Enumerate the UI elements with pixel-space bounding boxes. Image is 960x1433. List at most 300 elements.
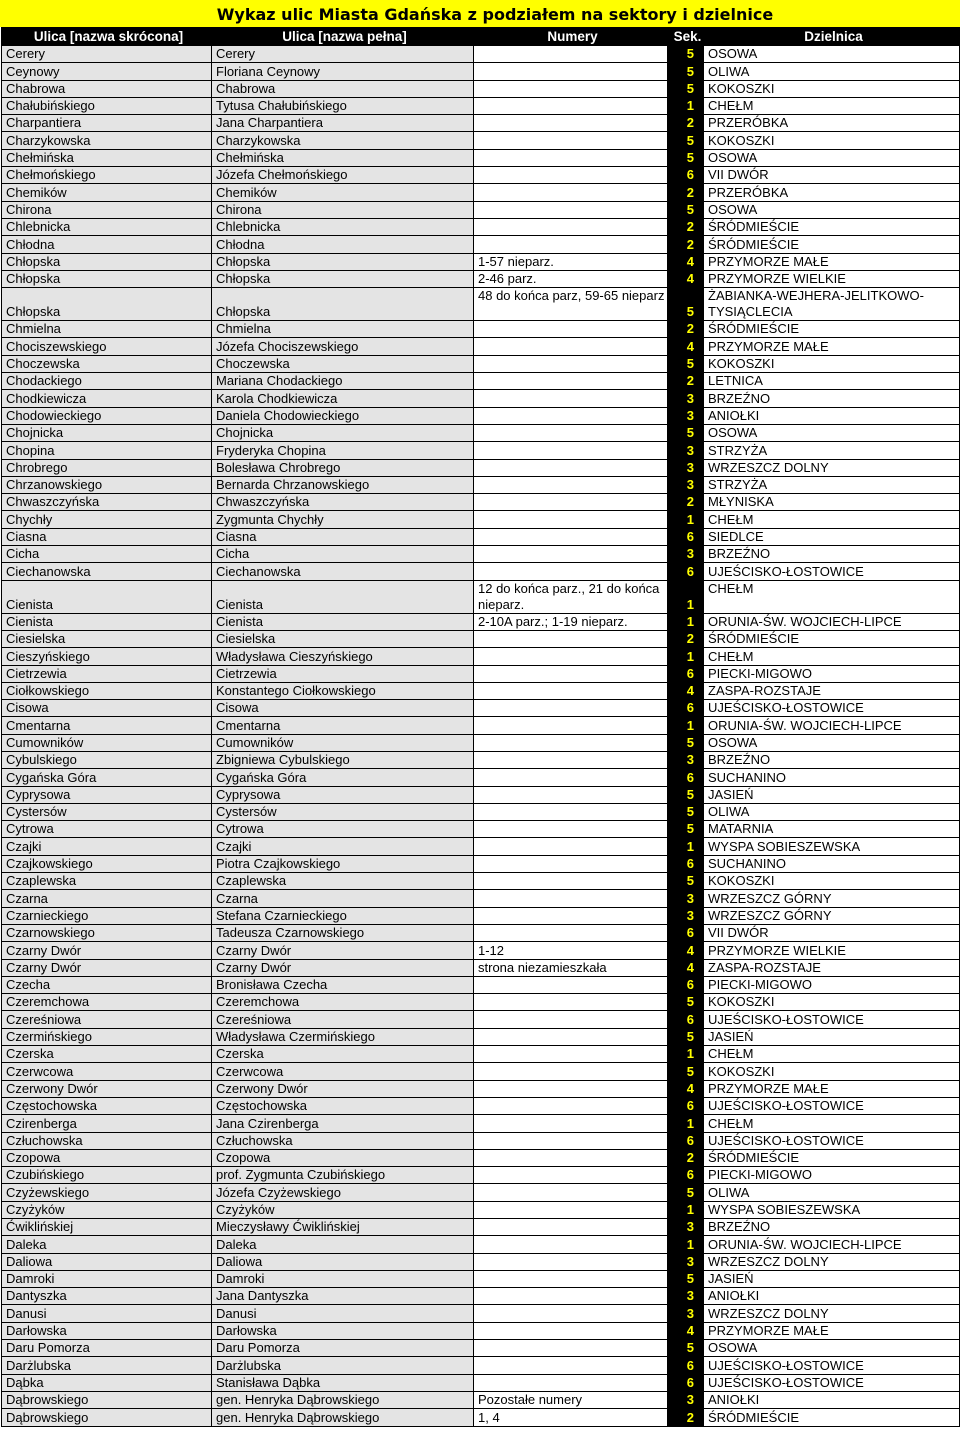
street-short-name: Ciasna [2, 528, 212, 545]
street-full-name: Cisowa [212, 700, 474, 717]
district-name: STRZYŻA [704, 442, 960, 459]
street-short-name: Chopina [2, 442, 212, 459]
sector-number: 3 [668, 407, 704, 424]
district-name: OSOWA [704, 1340, 960, 1357]
street-full-name: Chwaszczyńska [212, 494, 474, 511]
table-row [2, 1149, 960, 1166]
street-numbers: 2-10A parz.; 1-19 nieparz. [474, 613, 668, 630]
street-numbers [474, 236, 668, 253]
street-numbers [474, 665, 668, 682]
street-full-name: Mariana Chodackiego [212, 373, 474, 390]
street-full-name: Czajki [212, 838, 474, 855]
street-numbers [474, 218, 668, 235]
street-short-name: Czyżewskiego [2, 1184, 212, 1201]
street-short-name: Czarny Dwór [2, 942, 212, 959]
sector-number: 5 [668, 803, 704, 820]
street-full-name: Chirona [212, 201, 474, 218]
district-name: UJEŚCISKO-ŁOSTOWICE [704, 700, 960, 717]
sector-number: 5 [668, 821, 704, 838]
street-numbers [474, 1305, 668, 1322]
district-name: CHEŁM [704, 648, 960, 665]
street-short-name: Dąbrowskiego [2, 1391, 212, 1408]
table-row [2, 907, 960, 924]
street-short-name: Chodkiewicza [2, 390, 212, 407]
table-row [2, 855, 960, 872]
district-name: KOKOSZKI [704, 873, 960, 890]
street-short-name: Czyżyków [2, 1201, 212, 1218]
street-numbers [474, 700, 668, 717]
sector-number: 3 [668, 476, 704, 493]
street-numbers [474, 924, 668, 941]
street-full-name: Floriana Ceynowy [212, 63, 474, 80]
district-name: ŚRÓDMIEŚCIE [704, 218, 960, 235]
district-name: MATARNIA [704, 821, 960, 838]
street-full-name: Cicha [212, 546, 474, 563]
district-name: VII DWÓR [704, 924, 960, 941]
street-short-name: Chodackiego [2, 373, 212, 390]
sector-number: 3 [668, 1219, 704, 1236]
sector-number: 5 [668, 1063, 704, 1080]
table-row [2, 1253, 960, 1270]
table-row [2, 873, 960, 890]
table-row [2, 546, 960, 563]
street-short-name: Chwaszczyńska [2, 494, 212, 511]
street-short-name: Czirenberga [2, 1115, 212, 1132]
sector-number: 5 [668, 1340, 704, 1357]
table-row [2, 511, 960, 528]
sector-number: 3 [668, 459, 704, 476]
sector-number: 6 [668, 976, 704, 993]
street-numbers [474, 46, 668, 63]
table-row [2, 1305, 960, 1322]
table-row [2, 270, 960, 287]
street-full-name: Józefa Chociszewskiego [212, 338, 474, 355]
street-numbers: Pozostałe numery [474, 1391, 668, 1408]
district-name: CHEŁM [704, 1046, 960, 1063]
street-short-name: Chlebnicka [2, 218, 212, 235]
table-row [2, 838, 960, 855]
sector-number: 3 [668, 890, 704, 907]
street-numbers [474, 1149, 668, 1166]
street-short-name: Czopowa [2, 1149, 212, 1166]
district-name: WYSPA SOBIESZEWSKA [704, 1201, 960, 1218]
sector-number: 3 [668, 1253, 704, 1270]
district-name: OSOWA [704, 46, 960, 63]
district-name: CHEŁM [704, 1115, 960, 1132]
table-row [2, 80, 960, 97]
district-name: ZASPA-ROZSTAJE [704, 959, 960, 976]
street-short-name: Czaplewska [2, 873, 212, 890]
sector-number: 6 [668, 1097, 704, 1114]
district-name: OLIWA [704, 63, 960, 80]
street-numbers [474, 338, 668, 355]
street-full-name: Daliowa [212, 1253, 474, 1270]
district-name: SUCHANINO [704, 855, 960, 872]
table-row [2, 1028, 960, 1045]
street-full-name: Tytusa Chałubińskiego [212, 97, 474, 114]
street-full-name: Tadeusza Czarnowskiego [212, 924, 474, 941]
sector-number: 3 [668, 390, 704, 407]
table-row [2, 424, 960, 441]
table-row [2, 751, 960, 768]
street-numbers [474, 1028, 668, 1045]
street-full-name: Darłowska [212, 1322, 474, 1339]
sector-number: 5 [668, 1270, 704, 1287]
street-full-name: Daru Pomorza [212, 1340, 474, 1357]
district-name: WRZESZCZ DOLNY [704, 459, 960, 476]
street-numbers [474, 355, 668, 372]
table-row [2, 132, 960, 149]
street-full-name: Zygmunta Chychły [212, 511, 474, 528]
sector-number: 5 [668, 1028, 704, 1045]
street-short-name: Cicha [2, 546, 212, 563]
street-short-name: Cyprysowa [2, 786, 212, 803]
street-numbers [474, 373, 668, 390]
sector-number: 5 [668, 63, 704, 80]
sector-number: 1 [668, 1236, 704, 1253]
district-name: WRZESZCZ GÓRNY [704, 890, 960, 907]
sector-number: 1 [668, 1046, 704, 1063]
district-name: BRZEŹNO [704, 546, 960, 563]
street-full-name: Cygańska Góra [212, 769, 474, 786]
street-short-name: Czarny Dwór [2, 959, 212, 976]
table-row [2, 1080, 960, 1097]
street-short-name: Cienista [2, 613, 212, 630]
column-header-short-name: Ulica [nazwa skrócona] [2, 28, 212, 46]
district-name: VII DWÓR [704, 167, 960, 184]
street-short-name: Cygańska Góra [2, 769, 212, 786]
district-name: ANIOŁKI [704, 1391, 960, 1408]
table-row [2, 442, 960, 459]
street-full-name: Chmielna [212, 321, 474, 338]
street-numbers [474, 1080, 668, 1097]
street-short-name: Darżlubska [2, 1357, 212, 1374]
sector-number: 6 [668, 924, 704, 941]
street-short-name: Cumowników [2, 734, 212, 751]
sector-number: 5 [668, 355, 704, 372]
street-numbers [474, 1167, 668, 1184]
table-row [2, 1167, 960, 1184]
street-numbers [474, 976, 668, 993]
district-name: PRZYMORZE MAŁE [704, 1080, 960, 1097]
street-short-name: Chałubińskiego [2, 97, 212, 114]
sector-number: 1 [668, 717, 704, 734]
street-numbers [474, 390, 668, 407]
street-short-name: Czerwony Dwór [2, 1080, 212, 1097]
table-row [2, 63, 960, 80]
table-row [2, 338, 960, 355]
street-short-name: Chłopska [2, 270, 212, 287]
sector-number: 6 [668, 769, 704, 786]
street-full-name: Czarny Dwór [212, 959, 474, 976]
table-row [2, 769, 960, 786]
street-short-name: Cmentarna [2, 717, 212, 734]
sector-number: 6 [668, 1374, 704, 1391]
street-full-name: Jana Czirenberga [212, 1115, 474, 1132]
street-full-name: Piotra Czajkowskiego [212, 855, 474, 872]
street-short-name: Cienista [2, 580, 212, 613]
sector-number: 1 [668, 1201, 704, 1218]
street-numbers [474, 511, 668, 528]
district-name: OSOWA [704, 424, 960, 441]
table-row [2, 1219, 960, 1236]
district-name: PRZYMORZE WIELKIE [704, 942, 960, 959]
street-short-name: Ciechanowska [2, 563, 212, 580]
district-name: OSOWA [704, 734, 960, 751]
street-full-name: Damroki [212, 1270, 474, 1287]
street-short-name: Czajkowskiego [2, 855, 212, 872]
street-numbers [474, 442, 668, 459]
street-numbers [474, 459, 668, 476]
district-name: PRZERÓBKA [704, 115, 960, 132]
table-row [2, 321, 960, 338]
table-row [2, 1236, 960, 1253]
street-numbers [474, 132, 668, 149]
sector-number: 4 [668, 270, 704, 287]
district-name: UJEŚCISKO-ŁOSTOWICE [704, 1374, 960, 1391]
street-short-name: Czarnieckiego [2, 907, 212, 924]
street-numbers: 12 do końca parz., 21 do końca nieparz. [474, 580, 668, 613]
sector-number: 4 [668, 682, 704, 699]
district-name: JASIEŃ [704, 1028, 960, 1045]
street-numbers [474, 838, 668, 855]
street-full-name: Cystersów [212, 803, 474, 820]
street-numbers [474, 821, 668, 838]
district-name: ORUNIA-ŚW. WOJCIECH-LIPCE [704, 717, 960, 734]
table-row [2, 942, 960, 959]
street-short-name: Charzykowska [2, 132, 212, 149]
street-full-name: Ciechanowska [212, 563, 474, 580]
sector-number: 2 [668, 115, 704, 132]
sector-number: 5 [668, 994, 704, 1011]
sector-number: 5 [668, 1184, 704, 1201]
street-numbers [474, 1201, 668, 1218]
street-full-name: Czarny Dwór [212, 942, 474, 959]
sector-number: 1 [668, 511, 704, 528]
table-row [2, 1322, 960, 1339]
table-row [2, 184, 960, 201]
street-numbers [474, 563, 668, 580]
table-row [2, 390, 960, 407]
street-numbers [474, 424, 668, 441]
street-numbers [474, 682, 668, 699]
street-short-name: Dąbrowskiego [2, 1409, 212, 1426]
district-name: PIECKI-MIGOWO [704, 1167, 960, 1184]
sector-number: 6 [668, 855, 704, 872]
street-full-name: Stefana Czarnieckiego [212, 907, 474, 924]
district-name: BRZEŹNO [704, 751, 960, 768]
street-short-name: Czubińskiego [2, 1167, 212, 1184]
table-row [2, 149, 960, 166]
street-numbers [474, 855, 668, 872]
district-name: JASIEŃ [704, 786, 960, 803]
street-numbers [474, 873, 668, 890]
street-full-name: Czerwony Dwór [212, 1080, 474, 1097]
sector-number: 5 [668, 288, 704, 321]
street-full-name: Fryderyka Chopina [212, 442, 474, 459]
street-numbers [474, 115, 668, 132]
street-full-name: Chojnicka [212, 424, 474, 441]
sector-number: 6 [668, 1167, 704, 1184]
district-name: KOKOSZKI [704, 132, 960, 149]
district-name: KOKOSZKI [704, 1063, 960, 1080]
street-numbers [474, 1374, 668, 1391]
street-numbers [474, 1097, 668, 1114]
street-numbers [474, 528, 668, 545]
sector-number: 2 [668, 1409, 704, 1426]
street-numbers [474, 167, 668, 184]
table-row [2, 528, 960, 545]
district-name: OLIWA [704, 1184, 960, 1201]
street-short-name: Darłowska [2, 1322, 212, 1339]
district-name: ORUNIA-ŚW. WOJCIECH-LIPCE [704, 1236, 960, 1253]
sector-number: 2 [668, 321, 704, 338]
district-name: UJEŚCISKO-ŁOSTOWICE [704, 563, 960, 580]
street-numbers: 2-46 parz. [474, 270, 668, 287]
sector-number: 3 [668, 442, 704, 459]
street-short-name: Czermińskiego [2, 1028, 212, 1045]
street-full-name: Zbigniewa Cybulskiego [212, 751, 474, 768]
street-full-name: Stanisława Dąbka [212, 1374, 474, 1391]
street-numbers [474, 1270, 668, 1287]
table-body [2, 46, 960, 1427]
street-numbers [474, 1115, 668, 1132]
street-full-name: Daleka [212, 1236, 474, 1253]
street-numbers [474, 1011, 668, 1028]
street-full-name: Bernarda Chrzanowskiego [212, 476, 474, 493]
district-name: UJEŚCISKO-ŁOSTOWICE [704, 1132, 960, 1149]
street-full-name: Władysława Czermińskiego [212, 1028, 474, 1045]
street-short-name: Chychły [2, 511, 212, 528]
street-short-name: Dantyszka [2, 1288, 212, 1305]
sector-number: 6 [668, 1357, 704, 1374]
table-row [2, 959, 960, 976]
street-numbers [474, 1236, 668, 1253]
street-short-name: Chodowieckiego [2, 407, 212, 424]
table-row [2, 355, 960, 372]
table-row [2, 1374, 960, 1391]
street-full-name: Cyprysowa [212, 786, 474, 803]
street-numbers [474, 907, 668, 924]
table-row [2, 734, 960, 751]
district-name: KOKOSZKI [704, 355, 960, 372]
street-full-name: Czaplewska [212, 873, 474, 890]
street-full-name: Józefa Chełmońskiego [212, 167, 474, 184]
sector-number: 2 [668, 218, 704, 235]
district-name: KOKOSZKI [704, 80, 960, 97]
district-name: ZASPA-ROZSTAJE [704, 682, 960, 699]
street-numbers [474, 80, 668, 97]
street-numbers: 1-12 [474, 942, 668, 959]
table-row [2, 821, 960, 838]
street-short-name: Chemików [2, 184, 212, 201]
street-full-name: Cienista [212, 580, 474, 613]
street-full-name: Cienista [212, 613, 474, 630]
street-short-name: Ćwiklińskiej [2, 1219, 212, 1236]
table-row [2, 1288, 960, 1305]
street-short-name: Chłopska [2, 253, 212, 270]
table-row [2, 1270, 960, 1287]
street-numbers [474, 890, 668, 907]
street-full-name: Człuchowska [212, 1132, 474, 1149]
street-numbers [474, 201, 668, 218]
sector-number: 3 [668, 751, 704, 768]
district-name: UJEŚCISKO-ŁOSTOWICE [704, 1097, 960, 1114]
street-numbers [474, 321, 668, 338]
street-full-name: Cerery [212, 46, 474, 63]
street-numbers [474, 494, 668, 511]
street-short-name: Daleka [2, 1236, 212, 1253]
sector-number: 5 [668, 201, 704, 218]
sector-number: 4 [668, 1080, 704, 1097]
street-numbers [474, 769, 668, 786]
street-short-name: Chojnicka [2, 424, 212, 441]
street-short-name: Czerska [2, 1046, 212, 1063]
district-name: ORUNIA-ŚW. WOJCIECH-LIPCE [704, 613, 960, 630]
sector-number: 6 [668, 528, 704, 545]
street-full-name: Choczewska [212, 355, 474, 372]
street-short-name: Chmielna [2, 321, 212, 338]
table-row [2, 201, 960, 218]
street-short-name: Ciołkowskiego [2, 682, 212, 699]
street-full-name: Czereśniowa [212, 1011, 474, 1028]
street-short-name: Daru Pomorza [2, 1340, 212, 1357]
column-header-district: Dzielnica [704, 28, 960, 46]
street-short-name: Chełmińska [2, 149, 212, 166]
street-full-name: Jana Dantyszka [212, 1288, 474, 1305]
street-short-name: Chabrowa [2, 80, 212, 97]
street-numbers [474, 476, 668, 493]
street-short-name: Daliowa [2, 1253, 212, 1270]
sector-number: 3 [668, 1391, 704, 1408]
street-numbers: 48 do końca parz, 59-65 nieparz [474, 288, 668, 321]
table-row [2, 994, 960, 1011]
street-full-name: Czopowa [212, 1149, 474, 1166]
column-header-sector: Sek. [668, 28, 704, 46]
street-short-name: Cieszyńskiego [2, 648, 212, 665]
district-name: WYSPA SOBIESZEWSKA [704, 838, 960, 855]
district-name: WRZESZCZ DOLNY [704, 1305, 960, 1322]
street-full-name: Bronisława Czecha [212, 976, 474, 993]
table-row [2, 1011, 960, 1028]
table-row [2, 476, 960, 493]
street-full-name: Ciesielska [212, 630, 474, 647]
street-full-name: Chabrowa [212, 80, 474, 97]
street-full-name: Czerwcowa [212, 1063, 474, 1080]
street-short-name: Cisowa [2, 700, 212, 717]
street-full-name: Czeremchowa [212, 994, 474, 1011]
street-numbers [474, 648, 668, 665]
sector-number: 5 [668, 80, 704, 97]
street-short-name: Czereśniowa [2, 1011, 212, 1028]
street-full-name: Ciasna [212, 528, 474, 545]
street-full-name: Karola Chodkiewicza [212, 390, 474, 407]
street-short-name: Cystersów [2, 803, 212, 820]
street-short-name: Człuchowska [2, 1132, 212, 1149]
street-numbers [474, 407, 668, 424]
sector-number: 1 [668, 613, 704, 630]
table-row [2, 648, 960, 665]
street-full-name: Daniela Chodowieckiego [212, 407, 474, 424]
street-numbers [474, 184, 668, 201]
sector-number: 3 [668, 546, 704, 563]
street-full-name: Władysława Cieszyńskiego [212, 648, 474, 665]
street-short-name: Chociszewskiego [2, 338, 212, 355]
street-short-name: Czeremchowa [2, 994, 212, 1011]
district-name: OSOWA [704, 149, 960, 166]
table-row [2, 218, 960, 235]
district-name: ŚRÓDMIEŚCIE [704, 1149, 960, 1166]
